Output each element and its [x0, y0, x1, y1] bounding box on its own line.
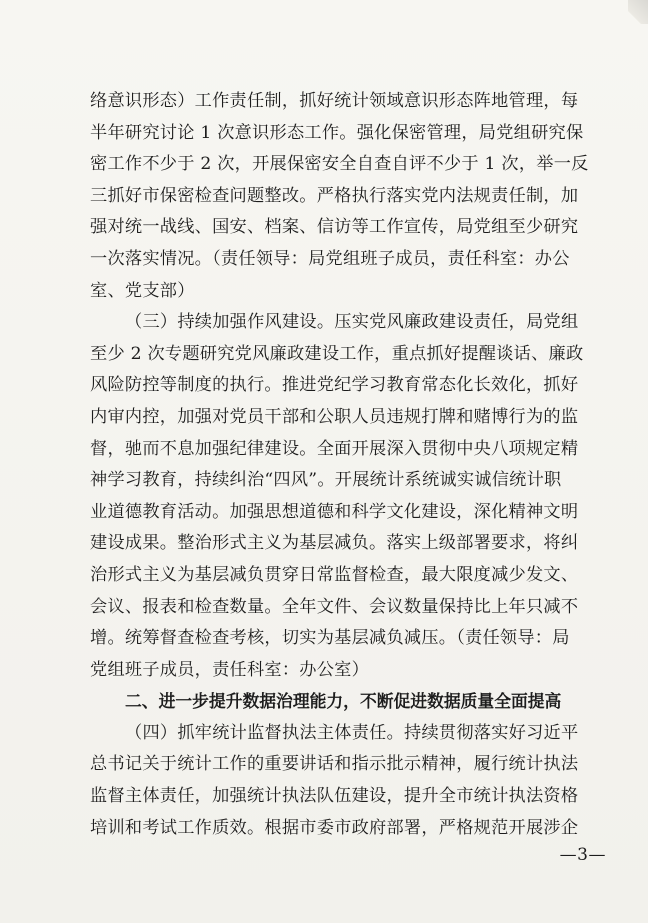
body-line: 治形式主义为基层减负贯穿日常监督检查，最大限度减少发文、: [90, 564, 579, 585]
section-four-first-line: （四）抓牢统计监督执法主体责任。持续贯彻落实好习近平: [125, 722, 579, 743]
body-line: 监督主体责任，加强统计执法队伍建设，提升全市统计执法资格: [90, 786, 579, 807]
body-line: 业道德教育活动。加强思想道德和科学文化建设，深化精神文明: [90, 501, 579, 522]
body-line: 密工作不少于 2 次，开展保密安全自查自评不少于 1 次，举一反: [90, 154, 589, 175]
page-number: —3—: [559, 845, 606, 865]
body-line: 督，驰而不息加强纪律建设。全面开展深入贯彻中央八项规定精: [90, 438, 579, 459]
body-line: 至少 2 次专题研究党风廉政建设工作，重点抓好提醒谈话、廉政: [90, 343, 584, 364]
body-line: 会议、报表和检查数量。全年文件、会议数量保持比上年只减不: [90, 596, 579, 617]
document-body: [90, 86, 590, 844]
body-line: 半年研究讨论 1 次意识形态工作。强化保密管理，局党组研究保: [90, 122, 584, 143]
section-three-first-line: （三）持续加强作风建设。压实党风廉政建设责任，局党组: [125, 312, 579, 333]
section-heading: 二、进一步提升数据治理能力，不断促进数据质量全面提高: [125, 691, 562, 712]
body-line: 络意识形态）工作责任制，抓好统计领域意识形态阵地管理，每: [90, 91, 579, 111]
body-line: 三抓好市保密检查问题整改。严格执行落实党内法规责任制，加: [90, 185, 579, 206]
body-line: 建设成果。整治形式主义为基层减负。落实上级部署要求，将纠: [90, 533, 579, 554]
body-line: 室、党支部）: [90, 280, 195, 301]
body-line: 神学习教育，持续纠治“四风”。开展统计系统诚实诚信统计职: [90, 470, 562, 491]
body-line: 一次落实情况。（责任领导：局党组班子成员，责任科室：办公: [90, 248, 570, 269]
body-line: 培训和考试工作质效。根据市委市政府部署，严格规范开展涉企: [90, 817, 579, 838]
page-corner-fold: [628, 0, 648, 24]
body-line: 增。统筹督查检查考核，切实为基层减负减压。（责任领导：局: [90, 628, 570, 649]
body-line: 风险防控等制度的执行。推进党纪学习教育常态化长效化，抓好: [90, 375, 579, 396]
body-line: 内审内控，加强对党员干部和公职人员违规打牌和赌博行为的监: [90, 406, 579, 427]
body-line: 总书记关于统计工作的重要讲话和指示批示精神，履行统计执法: [90, 754, 579, 775]
body-line: 党组班子成员，责任科室：办公室）: [90, 659, 370, 680]
body-line: 强对统一战线、国安、档案、信访等工作宣传，局党组至少研究: [90, 217, 579, 238]
